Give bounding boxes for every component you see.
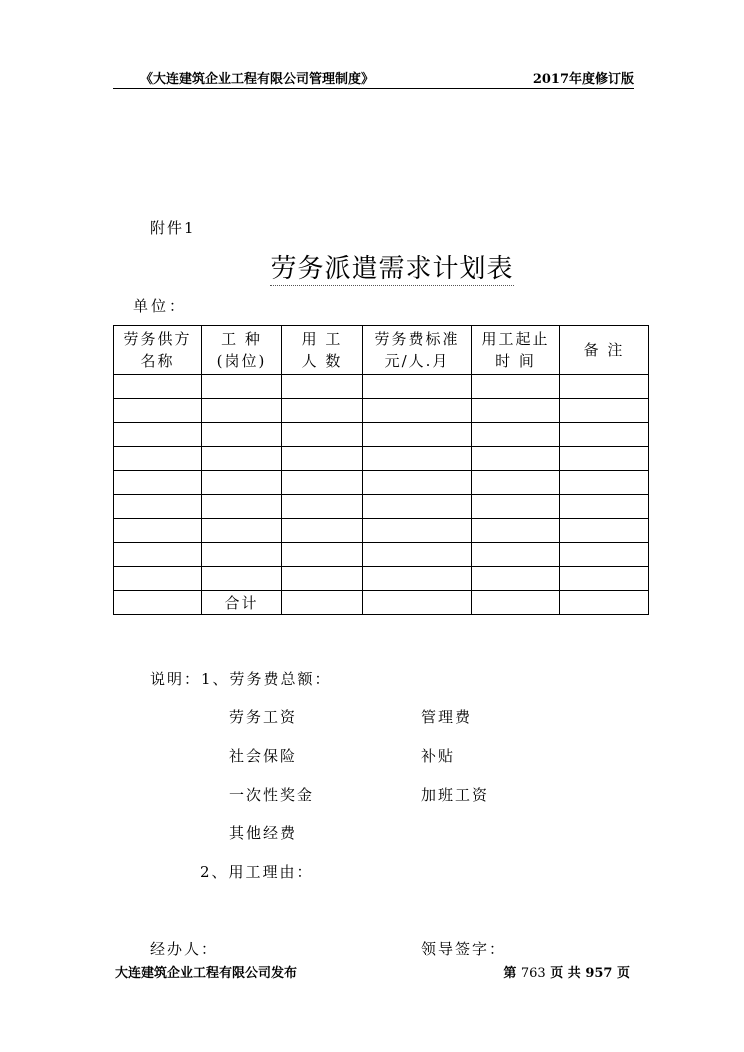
page-prefix: 第 <box>503 966 517 981</box>
fee-item-management: 管理费 <box>421 708 473 726</box>
leader-sign-label: 领导签字： <box>421 940 507 958</box>
table-cell[interactable] <box>472 591 560 615</box>
col-header-period: 用工起止 时 间 <box>472 326 560 375</box>
table-cell[interactable] <box>114 567 202 591</box>
table-cell[interactable] <box>114 423 202 447</box>
page-current: 763 <box>520 966 546 981</box>
table-cell[interactable] <box>363 591 472 615</box>
page-mid: 页 共 <box>550 966 581 981</box>
table-cell[interactable] <box>282 375 363 399</box>
page-suffix: 页 <box>616 966 630 981</box>
table-cell[interactable] <box>560 495 649 519</box>
fee-item-subsidy: 补贴 <box>421 747 456 765</box>
page-total: 957 <box>585 966 613 981</box>
table-cell[interactable] <box>560 519 649 543</box>
table-row <box>114 543 649 567</box>
table-cell[interactable] <box>363 567 472 591</box>
table-cell[interactable] <box>472 471 560 495</box>
form-title <box>0 248 744 285</box>
table-cell[interactable] <box>282 399 363 423</box>
table-cell[interactable] <box>202 399 282 423</box>
table-cell[interactable] <box>202 471 282 495</box>
table-cell[interactable] <box>472 543 560 567</box>
table-cell[interactable] <box>202 423 282 447</box>
demand-plan-table <box>113 325 649 615</box>
table-cell[interactable] <box>202 519 282 543</box>
table-total-row <box>114 591 649 615</box>
table-row <box>114 447 649 471</box>
footer-publisher: 大连建筑企业工程有限公司发布 <box>115 966 298 981</box>
fee-item-other: 其他经费 <box>229 824 298 842</box>
total-label: 合计 <box>202 591 282 615</box>
table-cell[interactable] <box>282 591 363 615</box>
table-row <box>114 567 649 591</box>
header-doc-title: 《大连建筑企业工程有限公司管理制度》 <box>140 72 375 87</box>
table-cell[interactable] <box>363 519 472 543</box>
table-cell[interactable] <box>560 447 649 471</box>
unit-label: 单位： <box>133 297 188 315</box>
table-cell[interactable] <box>560 471 649 495</box>
note-item1: 说明：1、劳务费总额： <box>150 670 332 688</box>
attachment-label: 附件1 <box>150 219 196 237</box>
table-row <box>114 495 649 519</box>
table-cell[interactable] <box>363 543 472 567</box>
table-cell[interactable] <box>202 543 282 567</box>
table-cell[interactable] <box>114 375 202 399</box>
table-cell[interactable] <box>560 591 649 615</box>
note-item2: 2、用工理由： <box>200 863 314 881</box>
form-title-text: 劳务派遣需求计划表 <box>270 254 514 284</box>
fee-item-overtime: 加班工资 <box>421 786 490 804</box>
table-cell[interactable] <box>472 399 560 423</box>
table-row <box>114 471 649 495</box>
table-cell[interactable] <box>114 519 202 543</box>
table-row <box>114 399 649 423</box>
table-cell[interactable] <box>363 423 472 447</box>
table-cell[interactable] <box>202 447 282 471</box>
table-header-row <box>114 326 649 375</box>
fee-item-wage: 劳务工资 <box>229 708 298 726</box>
table-cell[interactable] <box>202 375 282 399</box>
table-cell[interactable] <box>472 423 560 447</box>
table-cell[interactable] <box>560 375 649 399</box>
table-cell[interactable] <box>114 495 202 519</box>
fee-item-insurance: 社会保险 <box>229 747 298 765</box>
table-cell[interactable] <box>282 495 363 519</box>
table-row <box>114 375 649 399</box>
table-cell[interactable] <box>114 591 202 615</box>
table-cell[interactable] <box>282 519 363 543</box>
col-header-remarks: 备 注 <box>560 326 649 375</box>
table-cell[interactable] <box>282 471 363 495</box>
table-cell[interactable] <box>472 375 560 399</box>
table-cell[interactable] <box>114 399 202 423</box>
table-cell[interactable] <box>560 567 649 591</box>
table-cell[interactable] <box>560 543 649 567</box>
table-cell[interactable] <box>472 519 560 543</box>
table-cell[interactable] <box>282 447 363 471</box>
fee-item-bonus: 一次性奖金 <box>229 786 315 804</box>
footer-page-number <box>503 962 630 981</box>
table-cell[interactable] <box>202 495 282 519</box>
table-cell[interactable] <box>282 543 363 567</box>
table-cell[interactable] <box>472 567 560 591</box>
table-cell[interactable] <box>472 495 560 519</box>
table-cell[interactable] <box>363 495 472 519</box>
col-header-headcount: 用 工 人 数 <box>282 326 363 375</box>
header-rule <box>113 88 634 89</box>
col-header-position: 工 种 (岗位) <box>202 326 282 375</box>
table-row <box>114 423 649 447</box>
table-cell[interactable] <box>282 423 363 447</box>
table-cell[interactable] <box>472 447 560 471</box>
table-cell[interactable] <box>114 471 202 495</box>
table-cell[interactable] <box>202 567 282 591</box>
table-cell[interactable] <box>363 399 472 423</box>
table-cell[interactable] <box>282 567 363 591</box>
col-header-fee-standard: 劳务费标准 元/人.月 <box>363 326 472 375</box>
handler-label: 经办人： <box>150 940 219 958</box>
table-row <box>114 519 649 543</box>
table-cell[interactable] <box>560 399 649 423</box>
col-header-supplier: 劳务供方 名称 <box>114 326 202 375</box>
header-edition: 2017年度修订版 <box>532 72 634 87</box>
table-cell[interactable] <box>363 375 472 399</box>
table-cell[interactable] <box>114 447 202 471</box>
table-cell[interactable] <box>363 447 472 471</box>
table-cell[interactable] <box>114 543 202 567</box>
table-cell[interactable] <box>560 423 649 447</box>
table-cell[interactable] <box>363 471 472 495</box>
